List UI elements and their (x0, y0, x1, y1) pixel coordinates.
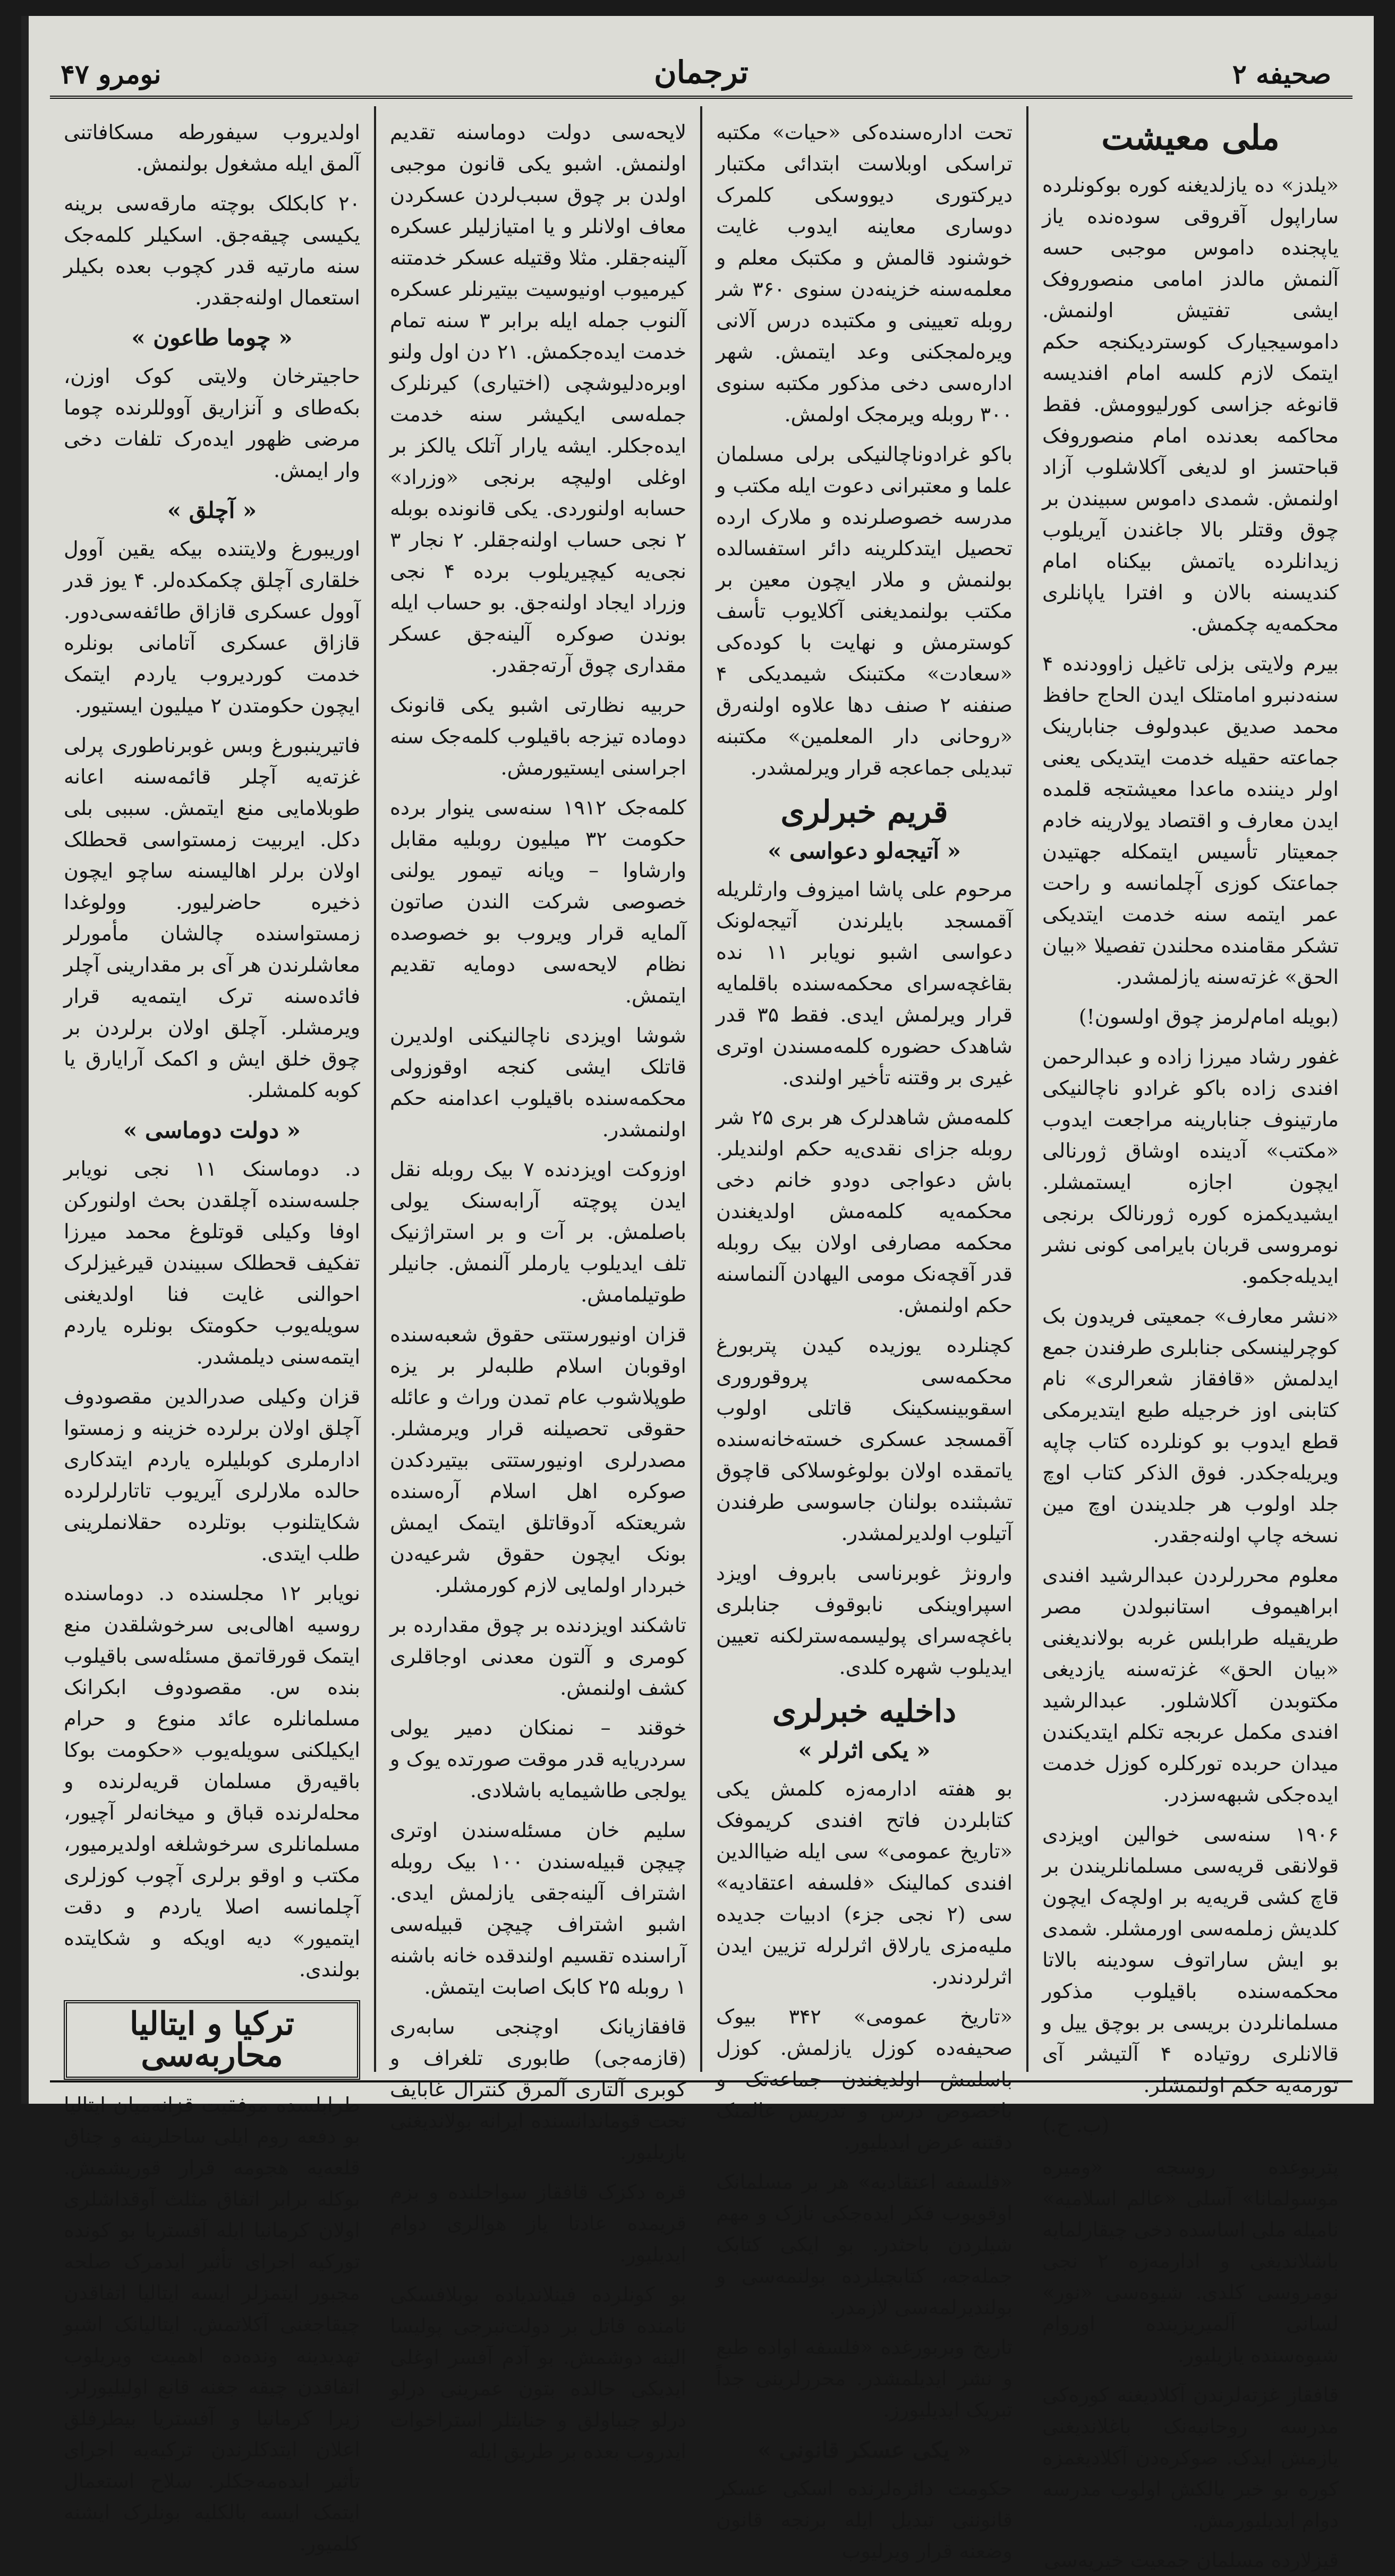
article-paragraph: معلوم محررلردن عبدالرشید افندی ابراهیموف استانبولدن مصر طریقیله طرابلس غربه بولاندیغنی «بیان الحق» غزته‌سنه یازدیغی مکتوبدن آکلاشلور. عبدالرشید افندی مکمل عربجه تکلم ایتدیکندن میدان حربده تورکلره کوزل خدمت ایده‌جکی شبهه‌سزدر. (1042, 1563, 1339, 1806)
article-paragraph: قره دکزک قافقاز سواحلنده و بزم قریمده عادتا یاز هوالری دوام ایدیلیور. (390, 2180, 686, 2266)
article-paragraph: تاشکند اویزدنده بر چوق مقدارده بر کومری و آلتون معدنی اوجاقلری کشف اولنمش. (390, 1613, 686, 1699)
newspaper-page (21, 16, 1374, 2572)
article-paragraph: بو هفته ادارمه‌زه کلمش یکی کتابلردن فاتح افندی کریموفک «تاریخ عمومی» سی ایله ضیاالدین افندی کمالینک «فلسفه اعتقادیه» سی (۲ نجی جزء) ادبیات جدیده ملیه‌مزی یارلاق اثرلرله تزیین ایدن اثرلردندر. (716, 1777, 1013, 1988)
article-paragraph: خوقند – نمنکان دمیر یولی سردریایه قدر موقت صورتده یوک و یولجی طاشیمایه باشلادی. (390, 1716, 686, 1802)
article-paragraph: تحت اداره‌سنده‌کی «حیات» مکتبه تراسکی اوبلاست ابتدائی مکتبار دیرکتوری دیووسکی کلمرک دوساری معاینه ایدوب غایت خوشنود قالمش و مکتبک معلم و معلمه‌سنه خزینه‌دن سنوی ۳۶۰ شر روبله تعیینی و مکتبده درس آلانی ویره‌لمجکنی وعد ایتمش. شهر اداره‌سی دخی مذکور مکتبه سنوی ۳۰۰ روبله ویرمجک اولمش. (716, 121, 1013, 426)
article-paragraph: «فلسفه اعتقادیه» هر بر مسلمانک اوقویوب فکر ایده‌جکی نازک و مهم شیلردن باحثدر. بو ایکی کتابک جمله‌جه، کتابچیلرده بولنمه‌سی و بولندیرلمه‌سی لازمدر. (716, 2170, 1013, 2319)
article-paragraph: تاریخ وبربورغده «فلسفه اواده طبع و نشر ایدیلمشدر. محررلرینی جداً تبریک ایدیلیورز. (716, 2335, 1013, 2421)
article-signature: (ب. ح.) (1042, 2113, 1110, 2137)
page-header (50, 48, 1353, 112)
page-number: صحیفه ۲ (1232, 58, 1331, 90)
subheading: « دولت دوماسی » (64, 1115, 360, 1146)
article-paragraph: پتربوغده روسجه «ومیره موسولمانا» آسلی «عالم اسلامیه» نامیله ملی اساسده دخی چیقارلمایه باشلاندیغی و ادارمه‌زه ۲ نجی نومروسی کلدی. شیوه‌سی «نور» لسانی آلمیریزینده اوروام شیوه‌سنده یازیلیور. (1042, 2155, 1339, 2367)
column-2 (702, 106, 1028, 2563)
article-paragraph: ۱۹۰۶ سنه‌سی خوالین اویزدی قولانقی قریه‌سی مسلمانلریندن بر قاچ کشی قریه‌یه بر اولچه‌ک ایچون کلدیش زملمه‌سی اورمشلر. شمدی بو ایش ساراتوف سودینه بالاتا محکمه‌سنده باقیلوب مذکور مسلمانلردن بریسی بر بوچق ییل و قالانلری روتیاده ۴ آلتیشر آی تورمه‌یه حکم اولنمشلر. (1042, 1823, 1339, 2097)
subheading: « آتیجه‌لو دعواسی » (716, 835, 1013, 866)
section-title-national-life: ملی معیشت (1101, 118, 1280, 158)
article-paragraph: اولدیروب سیفورطه مسکافاتنی آلمق ایله مشغول بولنمش. (64, 121, 360, 175)
article-paragraph: قیزلارده مسلمان جمعیت خیریه‌سی (1044, 2548, 1339, 2572)
issue-number: نومرو ۴۷ (61, 58, 161, 90)
article-paragraph: فاتیرینبورغ وبس غوبرناطوری پرلی غزته‌یه آچلر قائمه‌سنه اعانه طوبلامایی منع ایتمش. سببی بلی دکل. ایربیت زمستواسی قحطلک اولان برلر اهالیسنه ساچو ایچون ذخیره حاضرلیور. وولوغدا زمستواسنده چالشان مأمورلر معاشلرندن هر آی بر مقدارینی آچلر فائده‌سنه ترک ایتمه‌یه قرار ویرمشلر. آچلق اولان برلردن بر چوق خلق ایش و اکمک آرایارق یا کوبه کلمشلر. (64, 734, 360, 1102)
article-paragraph: «یلدز» ده یازلدیغنه کوره بوکونلرده ساراپول آقروقی سوده‌نده یاز یاپجنده داموس موجبی حسه آلنمش مالدز امامی منصوروفک ایشی تفتیش اولنمش. داموسیجیارک کوستردیکنجه حکم ایتمک لازم کلسه امام افندیسه قانوغه جزاسی کورلیوومش. فقط محاکمه بعدنده امام منصوروفک قباحتسز او لدیغی آکلاشلوب آزاد اولنمش. شمدی داموس سبیندن بر چوق وقتلر بالا جاغندن آیریلوب زیدانلرده یاتمش بیکناه امام کندیسنه بالان و افترا یاپانلری محکمه‌یه چکمش. (1042, 173, 1339, 635)
footer-rule (50, 2080, 1353, 2082)
article-paragraph: نویابر ۱۲ مجلسنده د. دوماسنده روسیه اهالی‌بی سرخوشلقدن منع ایتمک قورقاتمق مسئله‌سی باقیلوب بنده س. مقصودوف ابکرانک مسلمانلره عائد منوع و حرام ایکیلکنی سویله‌یوب «حکومت بوکا باقیه‌رق مسلمان قریه‌لرنده و محله‌لرنده قباق و میخانه‌لر آچیور، مسلمانلری سرخوشلغه اولدیرمیور، مکتب و اوقو برلری آچوب کوزلری آچلمانسه اصلا یاردم و دقت ایتمیور» دیه اویکه و شکایتده بولندی. (64, 1582, 361, 1981)
article-paragraph: حربیه نظارتی اشبو یکی قانونک دوماده تیزجه باقیلوب کلمه‌جک سنه اجراسنی ایستیورمش. (390, 693, 686, 779)
article-paragraph: بیرم ولایتی بزلی تاغیل زاوودنده ۴ سنه‌دنبرو امامتلک ایدن الحاج حافظ محمد صدیق عبدولوف جنابارینک جماعته حقیله خدمت ایتدیکی یعنی اولر دیننده ماعدا معیشتجه قلمده ایدن معارف و اقتصاد یولارینه خادم جمعیتار تأسیس ایتمکله جهتیدن جماعتک کوزی آچلمانسه و راحت عمر ایتمه سنه خدمت ایتدیکی تشکر مقامنده محلندن تفصیلا «بیان الحق» غزته‌سنه یازلمشدر. (1042, 652, 1339, 989)
column-1 (1028, 106, 1353, 2572)
article-paragraph: (بویله امام‌لرمز چوق اولسون!) (1078, 1005, 1339, 1028)
article-paragraph: طرابلسده موفقیت قزانه‌میان ایتالیا بو دفعه روم ایلی ساحلرینه و چناق قلعه‌یه هجومه قرار قوریشمش. بوکله برابر اتفاق مثلث آوقداشلری اولان کرمانیا ایله آفستریا بو کونده تورکیه اجرای تأثیر ایدمرک صلحه مجبور ایتمزلر ایسه ایتالیا اتفاقدن چیقاجغنی آکلاتمش. ایتالیانک اشبو تهدیدینه ونده‌ده اهمیت ویریلوب اتفاقدن چیقه جغنه قانع اولیلیورلر. زیرا کرمانیا و آفستریا بیطرفلق اعلان ایتدکلرندن ترکیه‌یه اجرای تأثیر ایده‌مه‌جکلر. سلاح استعمال ایتمک ایسه بالکلیه بونلرک ایشنه کلمیور. (64, 2093, 360, 2555)
section-title-crimea-news: قریم خبرلری (780, 794, 948, 830)
article-paragraph: وارونژ غوبرناسی بابروف اویزد اسپراوینکی نابوقوف جنابلری باغچه‌سرای پولیسمه‌سترلکنه تعیین ایدیلوب شهره کلدی. (716, 1561, 1013, 1679)
article-paragraph: مرحوم علی پاشا امیزوف وارثلریله آقمسجد بایلرندن آتیجه‌لونک دعواسی اشبو نویابر ۱۱ نده بقاغچه‌سرای محکمه‌سنده باقلمایه قرار ویرلمش ایدی. فقط ۳۵ قدر شاهدک حضوره کلمه‌مسندن اوتری غیری بر وقتنه تأخیر اولندی. (716, 878, 1013, 1089)
column-4 (50, 106, 376, 2555)
section-title-domestic-news: داخلیه خبرلری (772, 1693, 957, 1729)
article-paragraph: کلمه‌مش شاهدلرک هر بری ۲۵ شر روبله جزای نقدی‌یه حکم اولندیلر. باش دعواجی دودو خانم دخی محکمه‌یه کلمه‌مش اولدیغندن محکمه مصارفی اولان بیک روبله قدر آقچه‌نک مومی الیهادن آلنماسنه حکم اولنمش. (716, 1106, 1013, 1317)
article-paragraph: قافقاز غزته‌لرندن آکلادیغنه کوره‌کی مدرسه روحانیه‌نک باغلاندیغنی یازمش ایدک. صوکره‌دن آکلادیغمزه کوره بو خبر یالکش اولوب مدرسه دوام ایدیلیورمش. (1042, 2383, 1339, 2532)
article-paragraph: قزان وکیلی صدرالدین مقصودوف آچلق اولان برلرده خزینه و زمستوا ادارملری کوبلیلره یاردم ایتدکاری حالده ملارلری آیریوب تاتارلرلرده شکایتلنوب بوتلرده حقلانملرینی طلب ایتدی. (64, 1385, 360, 1565)
subheading: « چوما طاعون » (64, 322, 360, 353)
article-paragraph: ۲۰ کابکلک بوچته مارقه‌سی برینه یکیسی چیقه‌جق. اسکیلر کلمه‌جک سنه مارتیه قدر کچوب بعده بکیلر استعمال اولنه‌جقدر. (64, 192, 360, 309)
subheading: « یکی عسکر قانونی » (716, 2434, 1013, 2466)
article-paragraph: کچنلرده یوزیده کیدن پتربورغ محکمه‌سی پروقوروری اسقوبینسکینک قاتلی اولوب آقمسجد عسکری خسته‌خانه‌سنده یاتمقده اولان بولوغوسلاکی قاچوق تشبثنده بولنان جاسوسی طرفندن آتیلوب اولدیرلمشدر. (716, 1333, 1013, 1545)
article-paragraph: د. دوماسنک ۱۱ نجی نویابر جلسه‌سنده آچلقدن بحث اولنورکن اوفا وکیلی قوتلوغ محمد میرزا تفکیف قحطلک سبیندن قیرغیزلرک احوالنی غایت فنا اولدیغنی سویله‌یوب حکومتک بونلره یاردم ایتمه‌سنی دیلمشدر. (64, 1157, 361, 1368)
article-paragraph: حاجیترخان ولایتی کوک اوزن، بکه‌طای و آنزاریق آووللرنده چوما مرضی ظهور ایده‌رک تلفات دخی وار ایمش. (64, 364, 360, 482)
article-paragraph: شوشا اویزدی ناچالنیکنی اولدیرن قاتلک ایشی کنجه اوقوزولی محکمه‌سنده باقیلوب اعدامنه حکم اولنمشدر. (390, 1024, 686, 1141)
header-rule (50, 96, 1353, 99)
article-paragraph: سلیم خان مسئله‌سندن اوتری چیچن قبیله‌سندن ۱۰۰ بیک روبله اشتراف آلینه‌جقی یازلمش ایدی. اشبو اشتراف چیچن قبیله‌سی آراسنده تقسیم اولندقده خانه باشنه ۱ روبله ۲۵ کابک اصابت ایتمش. (390, 1818, 686, 1999)
article-paragraph: بو کونلرده فینلاندیاده بوبلافسکی نامنده قاتل بر دولت‌نبرجی پولیسا الینه دوشمش. بو آدم آفسر اوغلی ایدیکی حالده بتون عمرینی درلو درلو چیباولق و جنایتلر استراخوات ایدروب بعده بر طریق ایله (390, 2283, 686, 2463)
article-paragraph: قافقازیانک اوچنجی سابه‌ری (قازمه‌جی) طابوری تلغراف و کوبری آلتاری آلمرق کنترال غابایف تحت قوماندانسنده ایرانه بولاندیغنی یازیلیور. (390, 2015, 686, 2164)
article-paragraph: لایحه‌سی دولت دوماسنه تقدیم اولنمش. اشبو یکی قانون موجبی اولدن بر چوق سبب‌لردن عسکردن معاف اولانلر و یا امتیازلیلر عسکره آلینه‌جقلر. مثلا وقتیله عسکر خدمتنه کیرمیوب اونیوسیت بیتیرنلر عسکره آلنوب جمله ایله برابر ۳ سنه تمام خدمت ایده‌جکمش. ۲۱ دن اول ولنو اوبره‌دلیوشچی (اختیاری) کیرنلرک جمله‌سی ایکیشر سنه خدمت ایده‌جکلر. ایشه یارار آتلک یالکز بر اوغلی اولیچه برنجی «وزراد» حسابه اولنوردی. یکی قانونده بوبله ۲ نجی حساب اولنه‌جقلر. ۲ نجار ۳ نجی‌یه کیچیریلوب برده ۴ نجی وزراد ایجاد اولنه‌جق. بو حساب ایله بوندن صوکره آلینه‌جق عسکر مقداری چوق آرته‌جقدر. (390, 121, 687, 677)
article-paragraph: باکو غرادوناچالنیکی برلی مسلمان علما و معتبرانی دعوت ایله مکتب و مدرسه خصوصلرنده و ملارک ارده تحصیل ایتدکلرینه دائر استفسالده بولنمش و ملار ایچون معین بر مکتب بولنمدیغنی آکلایوب تأسف کوسترمش و نهایت با کوده‌کی «سعادت» مکتبنک شیمدیکی ۴ صنفنه ۲ صنف دها علاوه اولنه‌رق «روحانی دار المعلمین» مکتبنه تبدیلی جماعجه قرار ویرلمشدر. (716, 443, 1013, 779)
article-paragraph: حکومت دائره‌لرنده اسکی عسکر قانوننی تبدیل ایله برنجه قانون وضعنه قرار ویرلیوب (716, 2477, 1013, 2563)
article-paragraph: کلمه‌جک ۱۹۱۲ سنه‌سی ینوار برده حکومت ۳۲ میلیون روبلیه مقابل وارشاوا – ویانه تیمور یولنی خصوصی شرکت الندن صاتون آلمایه قرار ویروب بو خصوصده نظام لایحه‌سی دومایه تقدیم ایتمش. (390, 796, 686, 1007)
subheading: « یکی اثرلر » (716, 1735, 1013, 1766)
article-paragraph: اوزوکت اویزدنده ۷ بیک روبله نقل ایدن پوچته آرابه‌سنک یولی باصلمش. بر آت و بر استراژنیک تلف ایدیلوب یارملر آلنمش. جانیلر طوتیلمامش. (390, 1158, 686, 1306)
article-paragraph: غفور رشاد میرزا زاده و عبدالرحمن افندی زاده باکو غرادو ناچالنیکی مارتینوف جنابارینه مراجعت ایدوب «مکتب» آدینده اوشاق ژورنالی ایچون اجازه ایستمشلر. ایشیدیکمزه کوره ژورنالک برنجی نومروسی قربان بایرامی کونی نشر ایدیله‌جکمو. (1042, 1045, 1339, 1288)
article-paragraph: «تاریخ عمومی» ۳۴۲ بیوک صحیفه‌ده کوزل یازلمش. کوزل باسلمش اولدیغندن جماعه‌تک و باخصوص درس و تدریس عالمنک دقتنه عرض ایدیلیور. (716, 2005, 1013, 2154)
article-paragraph: اوریبورغ ولایتنده بیکه یقین آوول خلقاری آچلق چکمکده‌لر. ۴ یوز قدر آوول عسکری قازاق طائفه‌سی‌دور. قازاق عسکری آتامانی بونلره خدمت کوردیروب یاردم ایتمک ایچون حکومتدن ۲ میلیون ایستیور. (64, 537, 360, 717)
newspaper-title: ترجمان (654, 54, 748, 90)
headline-banner-turkey-italy-war: ترکیا و ایتالیا محاربه‌سی (64, 2000, 360, 2080)
article-columns (50, 106, 1353, 2572)
article-paragraph: «نشر معارف» جمعیتی فریدون بک کوچرلینسکی جنابلری طرفندن جمع ایدلمش «قافقاز شعرالری» نام کتابنی اوز خرجیله طبع ایتدیرمکی قطع ایدوب بو کونلرده کتاب چاپه ویریله‌جکدر. فوق الذکر کتاب اوچ جلد اولوب هر جلدیندن اوچ مین نسخه چاپ اولنه‌جقدر. (1042, 1304, 1339, 1547)
column-3 (376, 106, 702, 2463)
subheading: « آچلق » (64, 495, 360, 526)
article-paragraph: قزان اونیورستتی حقوق شعبه‌سنده اوقوبان اسلام طلبه‌لر بر یزه طوپلاشوب عام تمدن وراث و عائله حقوقی تحصیلنه قرار ویرمشلر. مصدرلری اونیورستتی بیتیردکدن صوکره اهل اسلام آره‌سنده شریعتکه آدوقاتلق ایتمک ایمش بونک ایچون حقوق شرعیه‌دن خبردار اولمایی لازم کورمشلر. (390, 1323, 686, 1597)
